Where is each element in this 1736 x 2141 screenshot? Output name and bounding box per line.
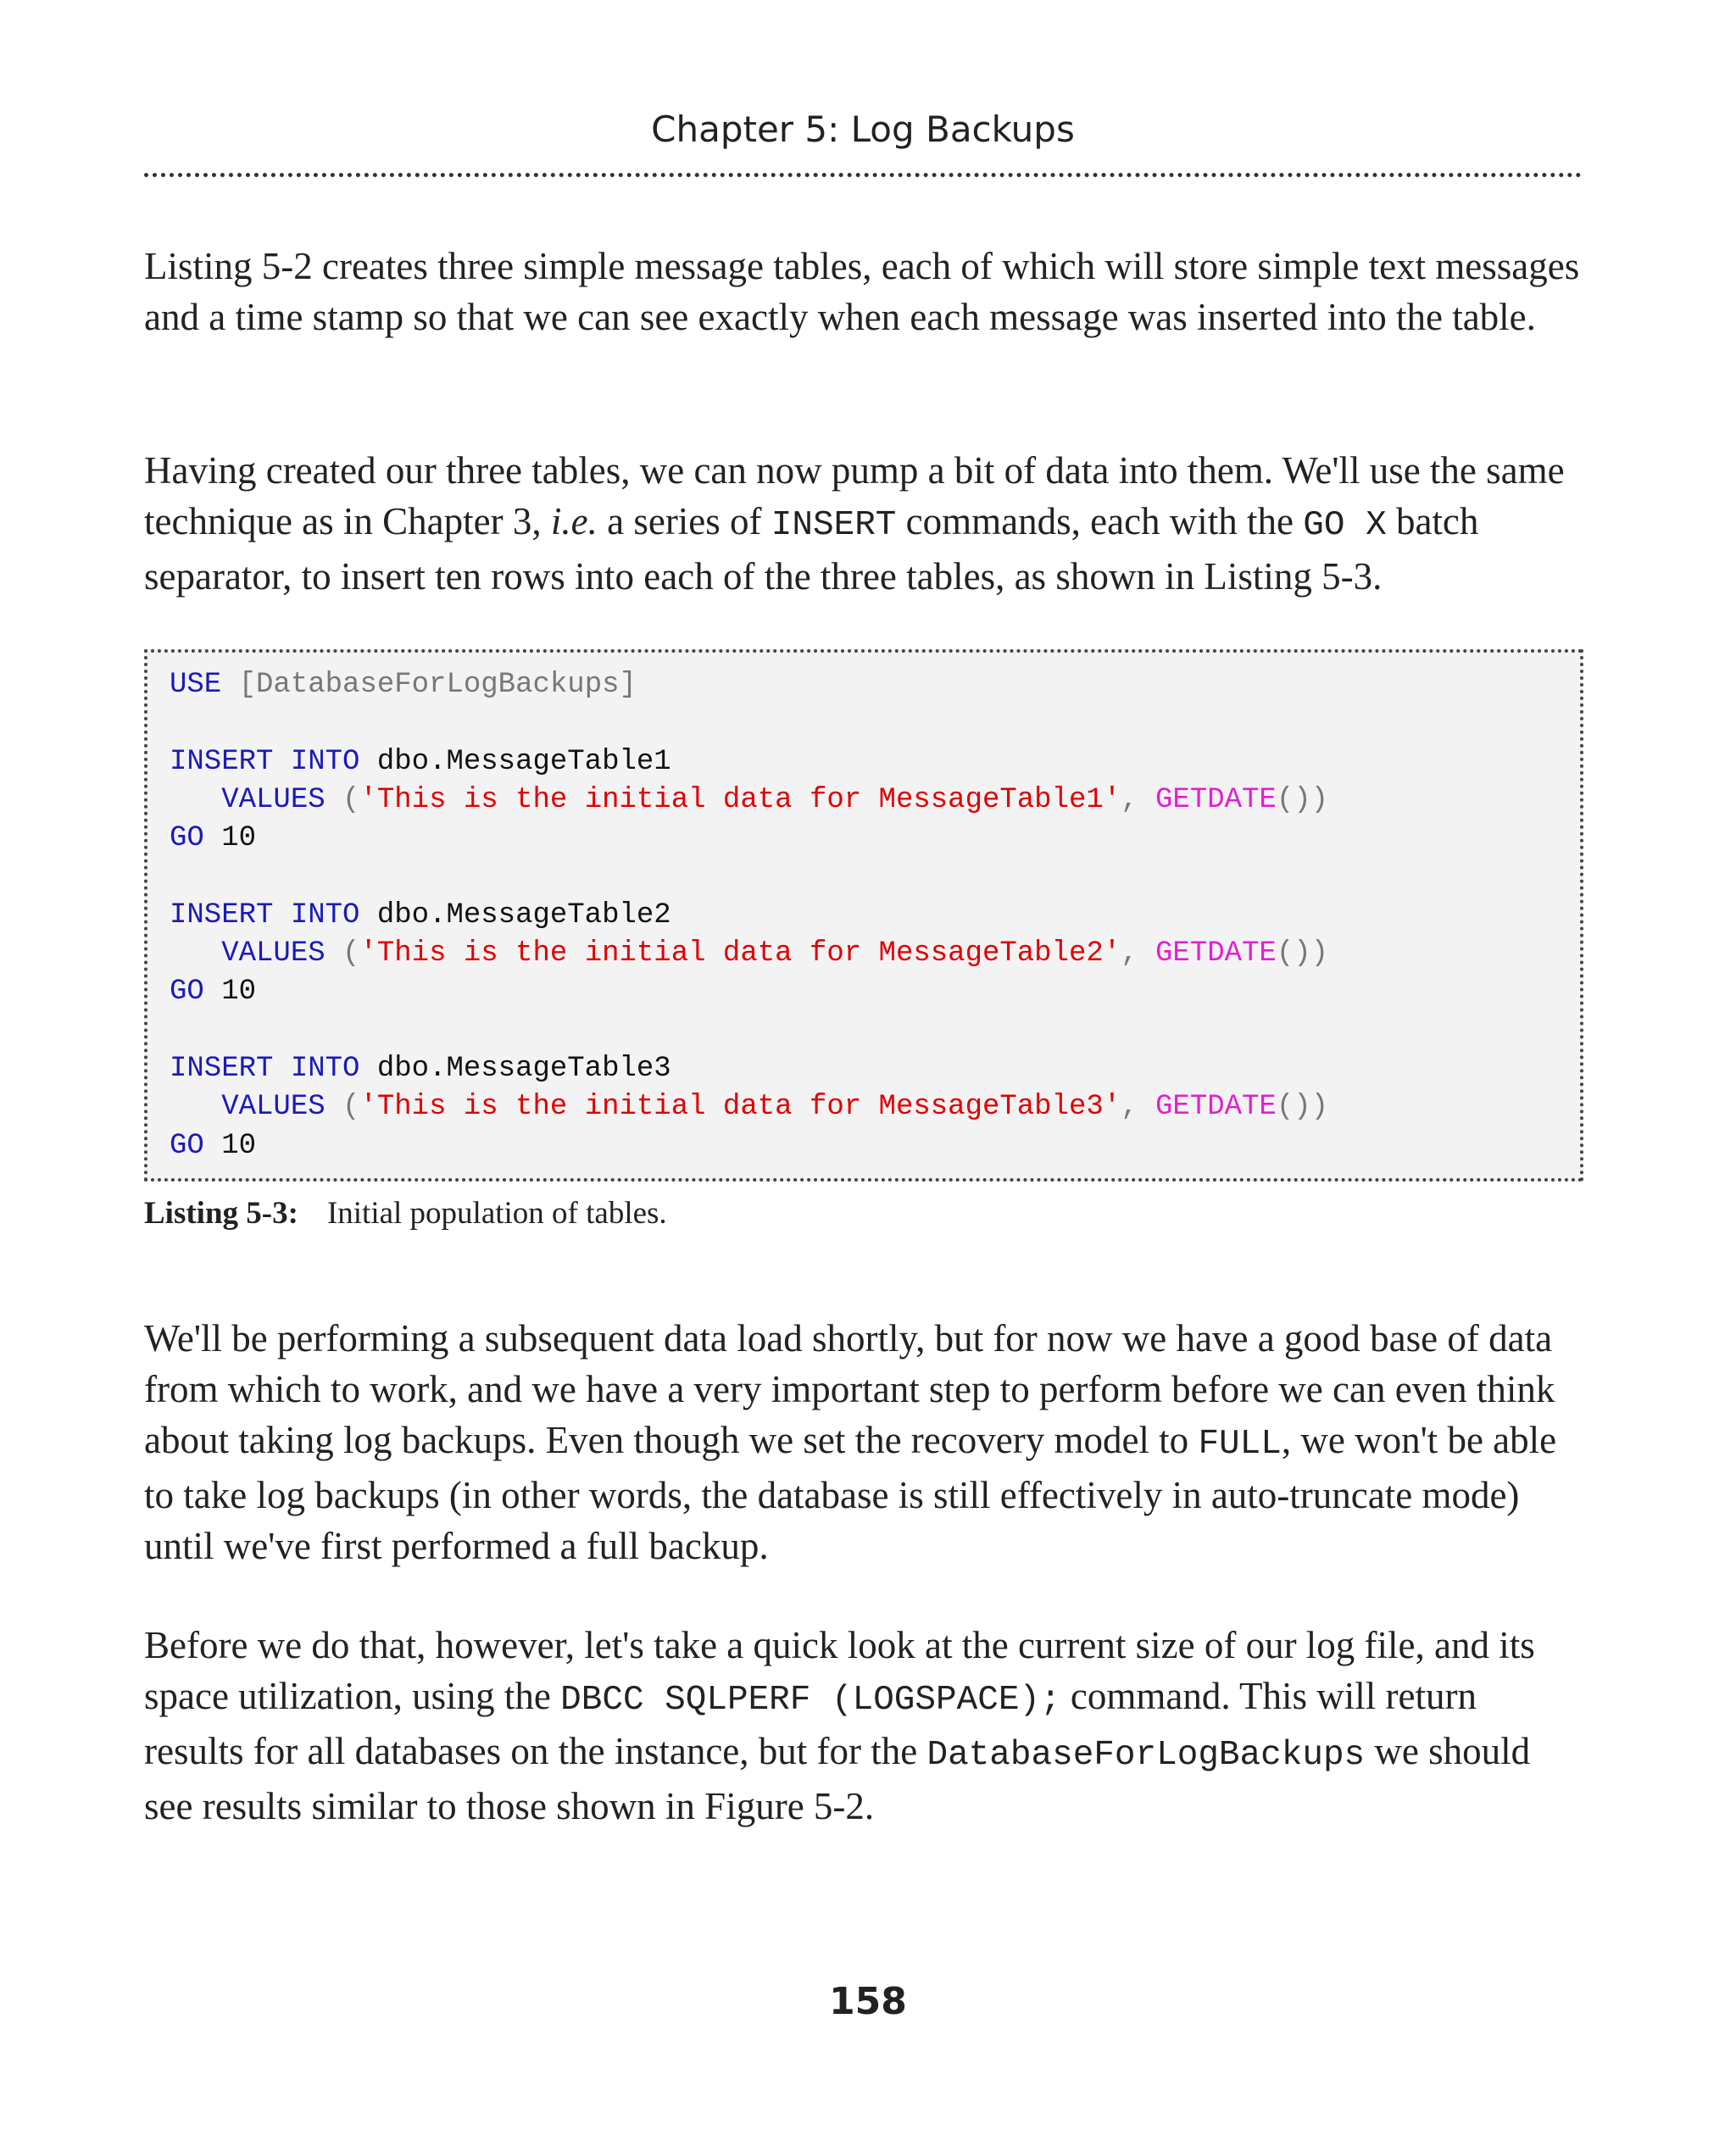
paragraph-4-text-2: command. This will return results for all databases on the instance, but for the	[144, 1675, 1477, 1772]
code-table-name: dbo.MessageTable2	[376, 898, 671, 931]
code-insert-keyword: INSERT INTO	[170, 745, 360, 778]
code-string-literal: 'This is the initial data for MessageTable3'	[359, 1091, 1121, 1124]
inline-code-database-name: DatabaseForLogBackups	[926, 1736, 1366, 1775]
code-values-keyword: VALUES	[221, 937, 326, 970]
paragraph-2-text-2: a series of	[597, 500, 771, 542]
code-string-literal: 'This is the initial data for MessageTable1'	[359, 783, 1121, 816]
code-go-count: 10	[221, 822, 257, 855]
code-go-keyword: GO	[170, 976, 204, 1009]
code-use-keyword: USE	[170, 669, 222, 701]
inline-code-dbcc: DBCC SQLPERF (LOGSPACE);	[560, 1681, 1061, 1720]
code-listing	[144, 649, 1583, 1182]
paragraph-2-text-4: batch separator, to insert ten rows into each of the three tables, as shown in Listing 5-3.	[144, 500, 1479, 598]
code-content: USE [DatabaseForLogBackups] INSERT INTO dbo.MessageTable1 VALUES ('This is the initial data for MessageTable1', GETDATE()) GO 10 INSERT INTO dbo.MessageTable2 VALUES ('This is the initial data for MessageTable2', GETDATE()) GO 10 INSERT INTO dbo.MessageTable3 VALUES ('This is the initial data for MessageTable3', GETDATE()) GO 10	[170, 669, 1329, 1162]
inline-code-insert: INSERT	[771, 506, 897, 545]
page-number: 158	[829, 1980, 907, 2023]
code-go-keyword: GO	[170, 1129, 204, 1162]
inline-code-go-x: GO X	[1303, 506, 1387, 545]
paragraph-2-text-1: Having created our three tables, we can now pump a bit of data into them. We'll use the same technique as in Chapter 3,	[144, 449, 1565, 542]
code-table-name: dbo.MessageTable3	[376, 1052, 671, 1085]
code-function: GETDATE	[1155, 783, 1277, 816]
code-go-count: 10	[221, 976, 257, 1009]
code-values-keyword: VALUES	[221, 1091, 326, 1124]
code-string-literal: 'This is the initial data for MessageTable2'	[359, 937, 1121, 970]
code-go-count: 10	[221, 1129, 257, 1162]
paragraph-3-text-1: We'll be performing a subsequent data load shortly, but for now we have a good base of data from which to work, and we have a very important step to perform before we can even think about taking log backups. Even though we set the recovery model to	[144, 1317, 1555, 1461]
code-go-keyword: GO	[170, 822, 204, 855]
paragraph-2	[144, 445, 1585, 602]
chapter-header: Chapter 5: Log Backups	[651, 108, 1075, 150]
paragraph-4	[144, 1620, 1585, 1832]
code-values-keyword: VALUES	[221, 783, 326, 816]
listing-caption	[144, 1195, 667, 1232]
code-insert-keyword: INSERT INTO	[170, 1052, 360, 1085]
code-function: GETDATE	[1155, 937, 1277, 970]
paragraph-3	[144, 1313, 1585, 1571]
caption-text: Initial population of tables.	[326, 1196, 667, 1231]
paragraph-3-text-2: , we won't be able to take log backups (in other words, the database is still effectively in auto-truncate mode) until we've first performed a full backup.	[144, 1419, 1557, 1567]
caption-label: Listing 5-3:	[144, 1196, 298, 1231]
paragraph-4-text-3: we should see results similar to those shown in Figure 5-2.	[144, 1730, 1531, 1827]
code-function: GETDATE	[1155, 1091, 1277, 1124]
header-divider	[144, 173, 1582, 177]
inline-code-full: FULL	[1198, 1425, 1282, 1464]
paragraph-1: Listing 5-2 creates three simple message tables, each of which will store simple text messages and a time stamp so that we can see exactly when each message was inserted into the table.	[144, 245, 1580, 338]
paragraph-4-text-1: Before we do that, however, let's take a quick look at the current size of our log file, and its space utilization, using the	[144, 1624, 1535, 1717]
paragraph-2-text-3: commands, each with the	[896, 500, 1304, 542]
paragraph-2-italic: i.e.	[550, 500, 598, 542]
code-insert-keyword: INSERT INTO	[170, 898, 360, 931]
code-table-name: dbo.MessageTable1	[376, 745, 671, 778]
code-use-database: [DatabaseForLogBackups]	[238, 669, 637, 701]
